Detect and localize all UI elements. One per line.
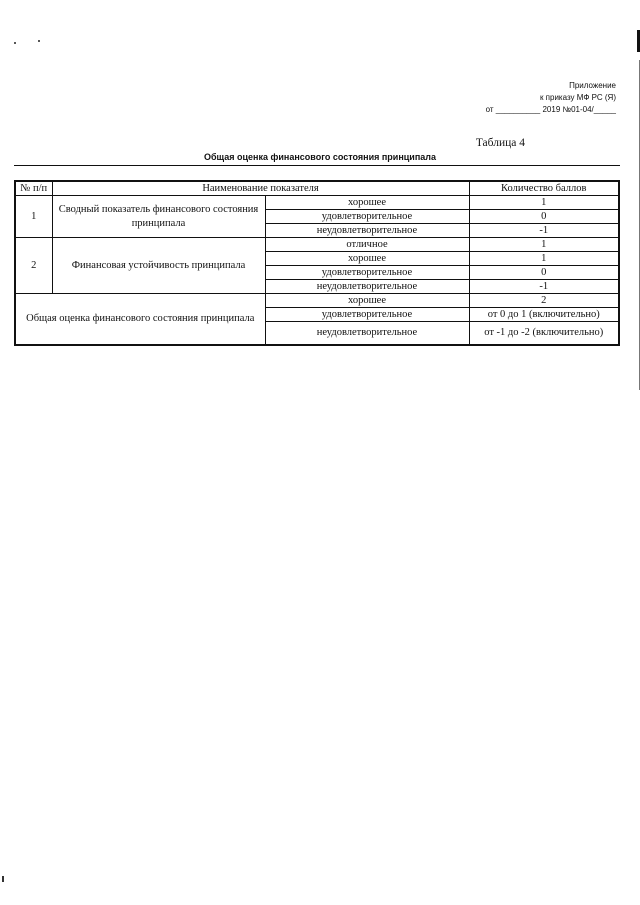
table-number: Таблица 4 (475, 137, 525, 149)
grade-cell: удовлетворительное (265, 266, 469, 280)
grade-cell: удовлетворительное (265, 210, 469, 224)
header-name: Наименование показателя (52, 181, 469, 196)
overall-name: Общая оценка финансового состояния принципала (15, 294, 265, 346)
score-cell: 0 (469, 266, 619, 280)
title-rule (14, 165, 620, 166)
score-cell: -1 (469, 224, 619, 238)
grade-cell: хорошее (265, 252, 469, 266)
grade-cell: удовлетворительное (265, 308, 469, 322)
header-row (15, 181, 619, 196)
grade-cell: неудовлетворительное (265, 224, 469, 238)
header-score: Количество баллов (469, 181, 619, 196)
header-num: № п/п (15, 181, 52, 196)
table-row (15, 238, 619, 252)
assessment-table (14, 180, 620, 346)
score-cell: -1 (469, 280, 619, 294)
appendix-line-1: Приложение (569, 81, 616, 90)
document-title: Общая оценка финансового состояния принципала (204, 152, 436, 162)
table-row (15, 196, 619, 210)
group-2-num: 2 (15, 238, 52, 294)
score-cell: 1 (469, 196, 619, 210)
score-cell: 1 (469, 252, 619, 266)
scan-speck (14, 42, 16, 44)
score-cell: от 0 до 1 (включительно) (469, 308, 619, 322)
grade-cell: хорошее (265, 196, 469, 210)
grade-cell: неудовлетворительное (265, 322, 469, 346)
appendix-line-3: от __________ 2019 №01-04/_____ (485, 105, 616, 114)
group-2-name: Финансовая устойчивость принципала (52, 238, 265, 294)
appendix-line-2: к приказу МФ РС (Я) (539, 93, 616, 102)
score-cell: от -1 до -2 (включительно) (469, 322, 619, 346)
score-cell: 2 (469, 294, 619, 308)
grade-cell: отличное (265, 238, 469, 252)
table-row (15, 294, 619, 308)
grade-cell: хорошее (265, 294, 469, 308)
group-1-num: 1 (15, 196, 52, 238)
score-cell: 1 (469, 238, 619, 252)
appendix-block (486, 80, 616, 116)
score-cell: 0 (469, 210, 619, 224)
scan-speck (2, 876, 4, 882)
scan-speck (38, 40, 40, 42)
grade-cell: неудовлетворительное (265, 280, 469, 294)
group-1-name: Сводный показатель финансового состояния принципала (52, 196, 265, 238)
